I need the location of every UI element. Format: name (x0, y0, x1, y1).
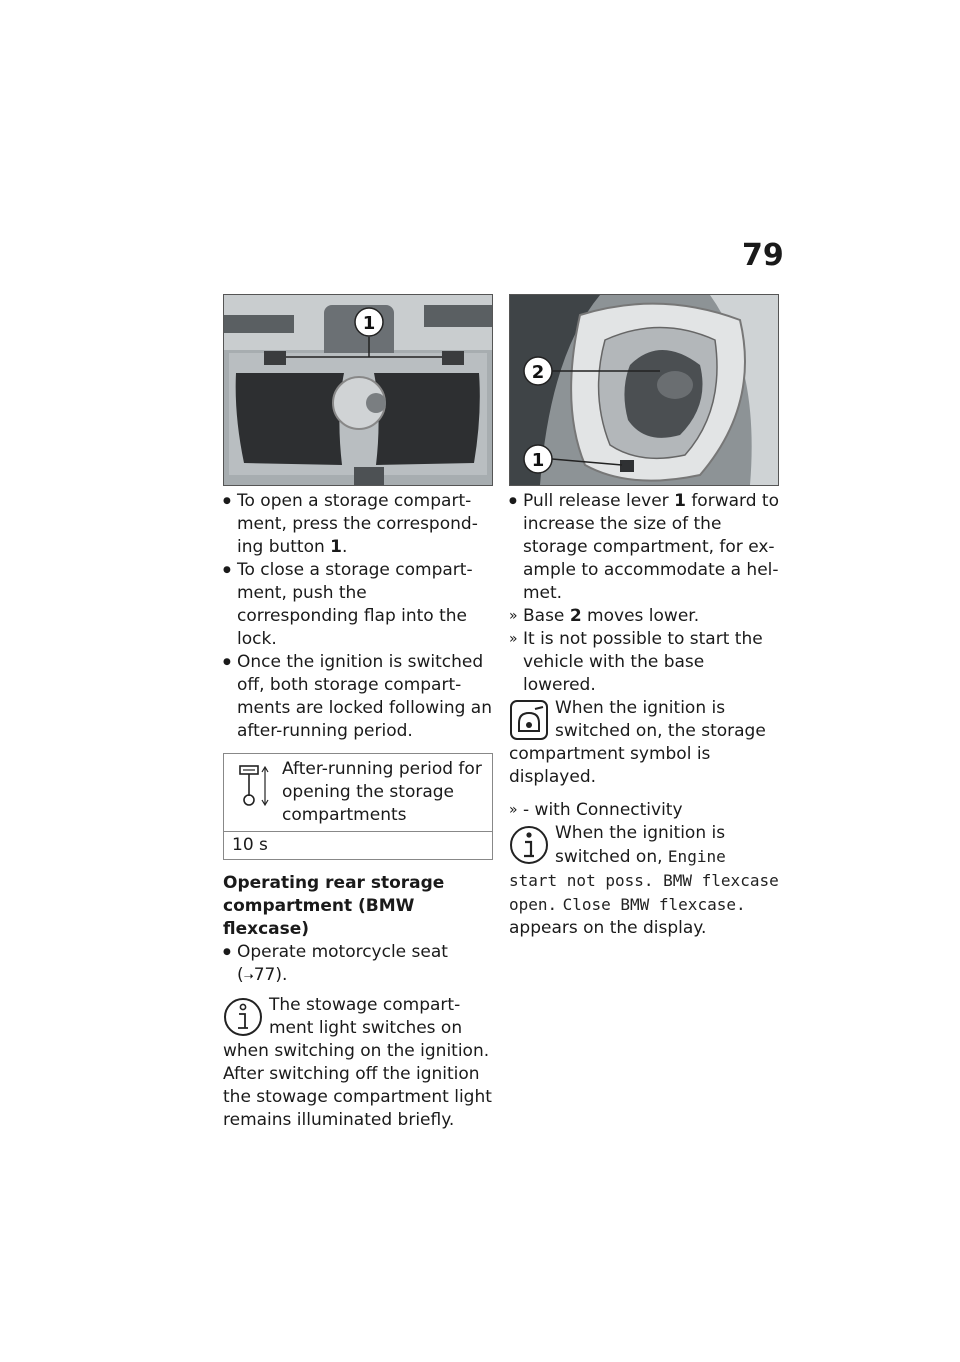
display-message-close-flexcase: Close BMW flexcase. (562, 895, 746, 914)
result-list (509, 605, 779, 697)
note-symbol-displayed: When the ignition is switched on, the storage compartment symbol is displayed. (509, 698, 766, 787)
page-reference-link[interactable]: 77 (253, 965, 276, 985)
bullet-locked-after-running: ● Once the ignition is switched off, both storage compartments are locked following an after-running period. (223, 651, 493, 743)
info-icon (223, 996, 263, 1038)
right-bullet-list (509, 490, 779, 605)
left-bullet-list (223, 490, 493, 743)
page-number: 79 (742, 238, 784, 273)
page-reference-arrow-icon: ➝ (243, 969, 254, 983)
figure-label-1: 1 (362, 313, 376, 334)
spec-label-row (224, 754, 492, 832)
bullet-open-compartment: ● To open a storage compartment, press the corresponding button 1. (223, 490, 493, 559)
figure-label-2: 2 (531, 362, 545, 383)
result-cannot-start: » It is not possible to start the vehicle with the base lowered. (509, 628, 779, 697)
right-column (509, 294, 779, 940)
photo-storage-buttons (223, 294, 493, 486)
bullet-close-compartment: ● To close a storage compartment, push the corresponding flap into the lock. (223, 559, 493, 651)
section-heading-flexcase: Operating rear storage compartment (BMW flexcase) (223, 873, 445, 939)
spec-value: 10 s (232, 835, 268, 855)
photo-flexcase (509, 294, 779, 486)
result-with-connectivity: » - with Connectivity (509, 799, 779, 822)
bullet-operate-seat: ● Operate motorcycle seat (➝77). (223, 941, 493, 988)
seat-bullet-list (223, 941, 493, 988)
spec-table (223, 753, 493, 860)
note-stowage-light: The stowage compartment light switches on when switching on the ignition. After switching off the ignition the stowage compartment light remains illuminated briefly. (223, 995, 492, 1130)
spec-label: After-running period for opening the storage compartments (282, 759, 482, 825)
info-icon (509, 824, 549, 866)
bullet-pull-release-lever: ● Pull release lever 1 forward to increase the size of the storage compartment, for example to accommodate a helmet. (509, 490, 779, 605)
timer-spec-icon (238, 764, 270, 808)
storage-compartment-symbol-icon (509, 699, 549, 741)
result-base-lower: » Base 2 moves lower. (509, 605, 779, 628)
left-column (223, 294, 493, 1132)
display-message-engine-start: Engine start not poss. BMW flexcase open. (509, 847, 779, 914)
figure-label-1: 1 (531, 450, 545, 471)
note-connectivity-display: When the ignition is switched on, Engine start not poss. BMW flexcase open. Close BMW flexcase. appears on the display. (509, 823, 779, 938)
